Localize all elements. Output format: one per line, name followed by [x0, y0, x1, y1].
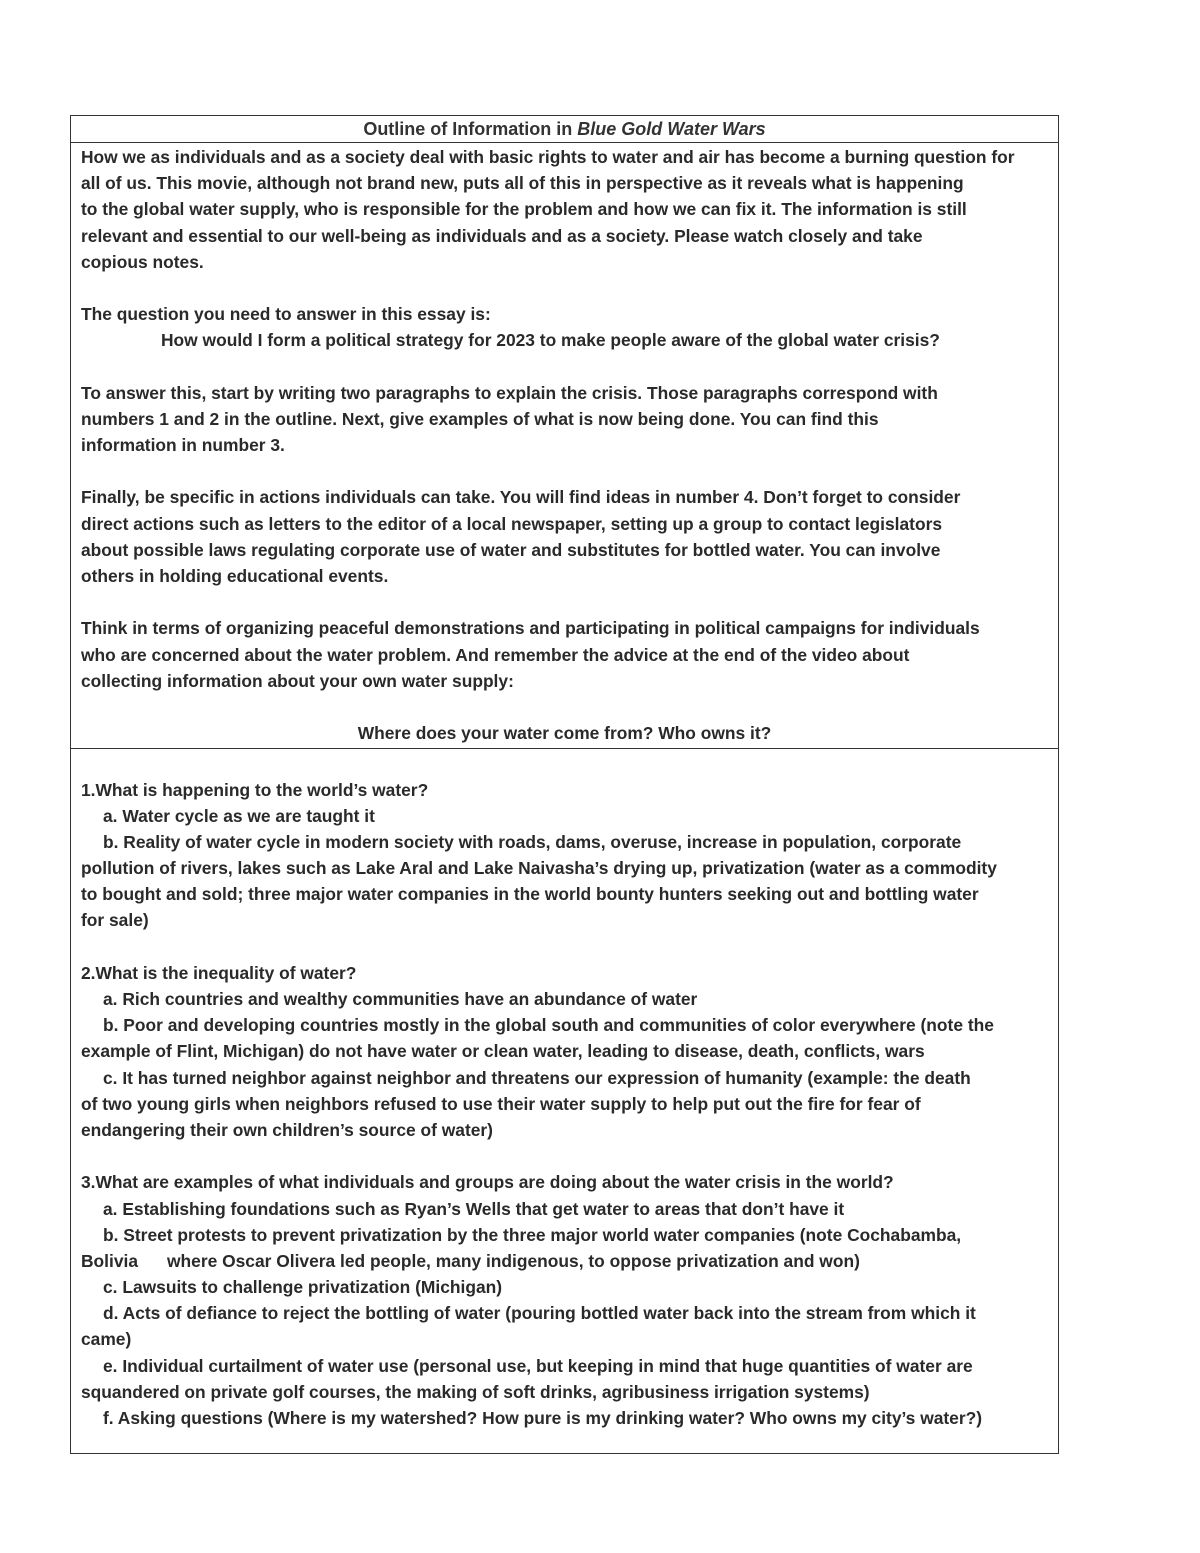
intro-paragraph-3 — [81, 484, 1058, 589]
list-item-continuation: endangering their own children’s source of water) — [81, 1119, 493, 1140]
list-item: b. Poor and developing countries mostly in the global south and communities of color everywhere (note the — [103, 1015, 994, 1036]
outline-section-1 — [81, 777, 1058, 934]
text-line: Think in terms of organizing peaceful demonstrations and participating in political campaigns for individuals — [81, 618, 980, 639]
spacer — [81, 589, 1058, 615]
list-item: b. Reality of water cycle in modern society with roads, dams, overuse, increase in population, corporate — [103, 831, 962, 852]
title-film-name: Blue Gold Water Wars — [577, 119, 766, 139]
text-line: others in holding educational events. — [81, 566, 389, 586]
list-item-continuation: for sale) — [81, 910, 149, 931]
list-item: f. Asking questions (Where is my watershed? How pure is my drinking water? Who owns my city’s water?) — [103, 1408, 983, 1428]
list-item: a. Rich countries and wealthy communities have an abundance of water — [103, 989, 698, 1009]
text-line: collecting information about your own water supply: — [81, 670, 514, 691]
text-line: information in number 3. — [81, 435, 285, 456]
list-item: c. Lawsuits to challenge privatization (Michigan) — [103, 1277, 503, 1298]
text-line: to the global water supply, who is responsible for the problem and how we can fix it. The information is still — [81, 199, 967, 220]
text-line: How we as individuals and as a society deal with basic rights to water and air has become a burning question for — [81, 147, 1015, 167]
essay-question: How would I form a political strategy for 2023 to make people aware of the global water crisis? — [161, 330, 940, 351]
text-line: copious notes. — [81, 251, 204, 272]
spacer — [81, 1143, 1058, 1169]
list-item: b. Street protests to prevent privatization by the three major world water companies (note Cochabamba, — [103, 1224, 962, 1245]
outline-cell — [71, 749, 1058, 1453]
list-item: e. Individual curtailment of water use (personal use, but keeping in mind that huge quantities of water are — [103, 1355, 973, 1376]
outline-section-2 — [81, 960, 1058, 1143]
document-title — [71, 116, 1058, 143]
outline-table — [70, 115, 1059, 1454]
list-item-continuation: to bought and sold; three major water companies in the world bounty hunters seeking out and bottling water — [81, 884, 979, 905]
intro-paragraph-4 — [81, 615, 1058, 694]
list-item: a. Establishing foundations such as Ryan’s Wells that get water to areas that don’t have it — [103, 1198, 845, 1219]
text-line: direct actions such as letters to the editor of a local newspaper, setting up a group to contact legislators — [81, 513, 943, 534]
intro-paragraph-1 — [81, 144, 1058, 275]
section-heading: 1.What is happening to the world’s water? — [81, 779, 429, 800]
section-heading: 3.What are examples of what individuals and groups are doing about the water crisis in the world? — [81, 1172, 894, 1193]
list-item-continuation: of two young girls when neighbors refused to use their water supply to help put out the fire for fear of — [81, 1093, 921, 1114]
outline-section-3 — [81, 1169, 1058, 1431]
list-item: c. It has turned neighbor against neighbor and threatens our expression of humanity (example: the death — [103, 1067, 971, 1088]
spacer — [81, 354, 1058, 380]
list-item-continuation: example of Flint, Michigan) do not have water or clean water, leading to disease, death, conflicts, wars — [81, 1041, 925, 1062]
section-heading: 2.What is the inequality of water? — [81, 962, 357, 983]
instructions-cell — [71, 143, 1058, 749]
text-line: who are concerned about the water problem. And remember the advice at the end of the video about — [81, 644, 910, 665]
spacer — [81, 750, 1058, 776]
spacer — [81, 694, 1058, 720]
list-item-continuation: came) — [81, 1329, 132, 1350]
text-line: all of us. This movie, although not brand new, puts all of this in perspective as it reveals what is happening — [81, 173, 964, 194]
spacer — [81, 458, 1058, 484]
list-item-continuation: squandered on private golf courses, the making of soft drinks, agribusiness irrigation systems) — [81, 1381, 870, 1402]
text-line: numbers 1 and 2 in the outline. Next, give examples of what is now being done. You can find this — [81, 408, 879, 429]
title-prefix: Outline of Information in — [363, 119, 578, 139]
spacer — [81, 275, 1058, 301]
list-item: a. Water cycle as we are taught it — [103, 805, 375, 826]
text-line: relevant and essential to our well-being as individuals and as a society. Please watch closely and take — [81, 225, 923, 246]
text-line: To answer this, start by writing two paragraphs to explain the crisis. Those paragraphs correspond with — [81, 382, 938, 403]
text-line: about possible laws regulating corporate use of water and substitutes for bottled water. You can involve — [81, 539, 941, 560]
list-item-continuation: Bolivia where Oscar Olivera led people, many indigenous, to oppose privatization and won) — [81, 1250, 860, 1271]
list-item-continuation: pollution of rivers, lakes such as Lake Aral and Lake Naivasha’s drying up, privatization (water as a commodity — [81, 858, 997, 879]
list-item: d. Acts of defiance to reject the bottling of water (pouring bottled water back into the stream from which it — [103, 1303, 976, 1324]
intro-paragraph-2 — [81, 380, 1058, 459]
closing-question: Where does your water come from? Who owns it? — [357, 723, 772, 744]
question-lead: The question you need to answer in this essay is: — [81, 304, 491, 325]
spacer — [81, 934, 1058, 960]
text-line: Finally, be specific in actions individuals can take. You will find ideas in number 4. Don’t forget to consider — [81, 487, 961, 508]
